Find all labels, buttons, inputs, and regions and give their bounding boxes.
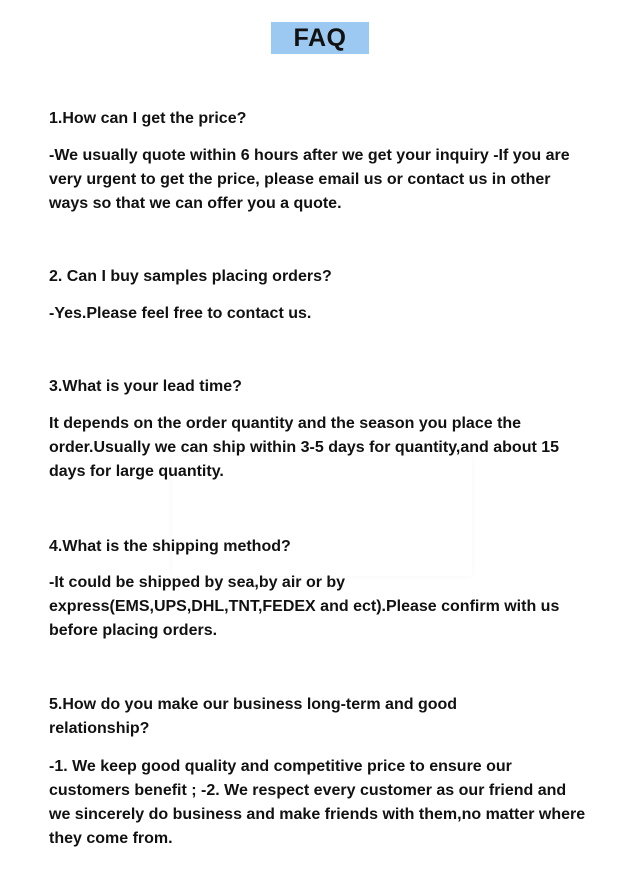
faq-answer-5: -1. We keep good quality and competitive price to ensure our customers benefit ; -2. We respect every customer as our friend and we sincerely do business and make friends with them,no matter where they come from. <box>49 758 586 847</box>
title-container <box>0 22 640 54</box>
faq-answer-4: -It could be shipped by sea,by air or by express(EMS,UPS,DHL,TNT,FEDEX and ect).Please confirm with us before placing orders. <box>49 574 560 639</box>
faq-question-4: 4.What is the shipping method? <box>49 538 291 555</box>
faq-question-5: 5.How do you make our business long-term and good relationship? <box>49 696 458 737</box>
faq-answer-1: -We usually quote within 6 hours after we get your inquiry -If you are very urgent to get the price, please email us or contact us in other ways so that we can offer you a quote. <box>49 147 570 212</box>
faq-question-3: 3.What is your lead time? <box>49 378 242 395</box>
faq-question-2: 2. Can I buy samples placing orders? <box>49 268 332 285</box>
faq-answer-2: -Yes.Please feel free to contact us. <box>49 305 312 322</box>
faq-question-1: 1.How can I get the price? <box>49 110 247 127</box>
page-title: FAQ <box>271 22 370 54</box>
faq-answer-3: It depends on the order quantity and the season you place the order.Usually we can ship within 3-5 days for quantity,and about 15 days for large quantity. <box>49 415 560 480</box>
